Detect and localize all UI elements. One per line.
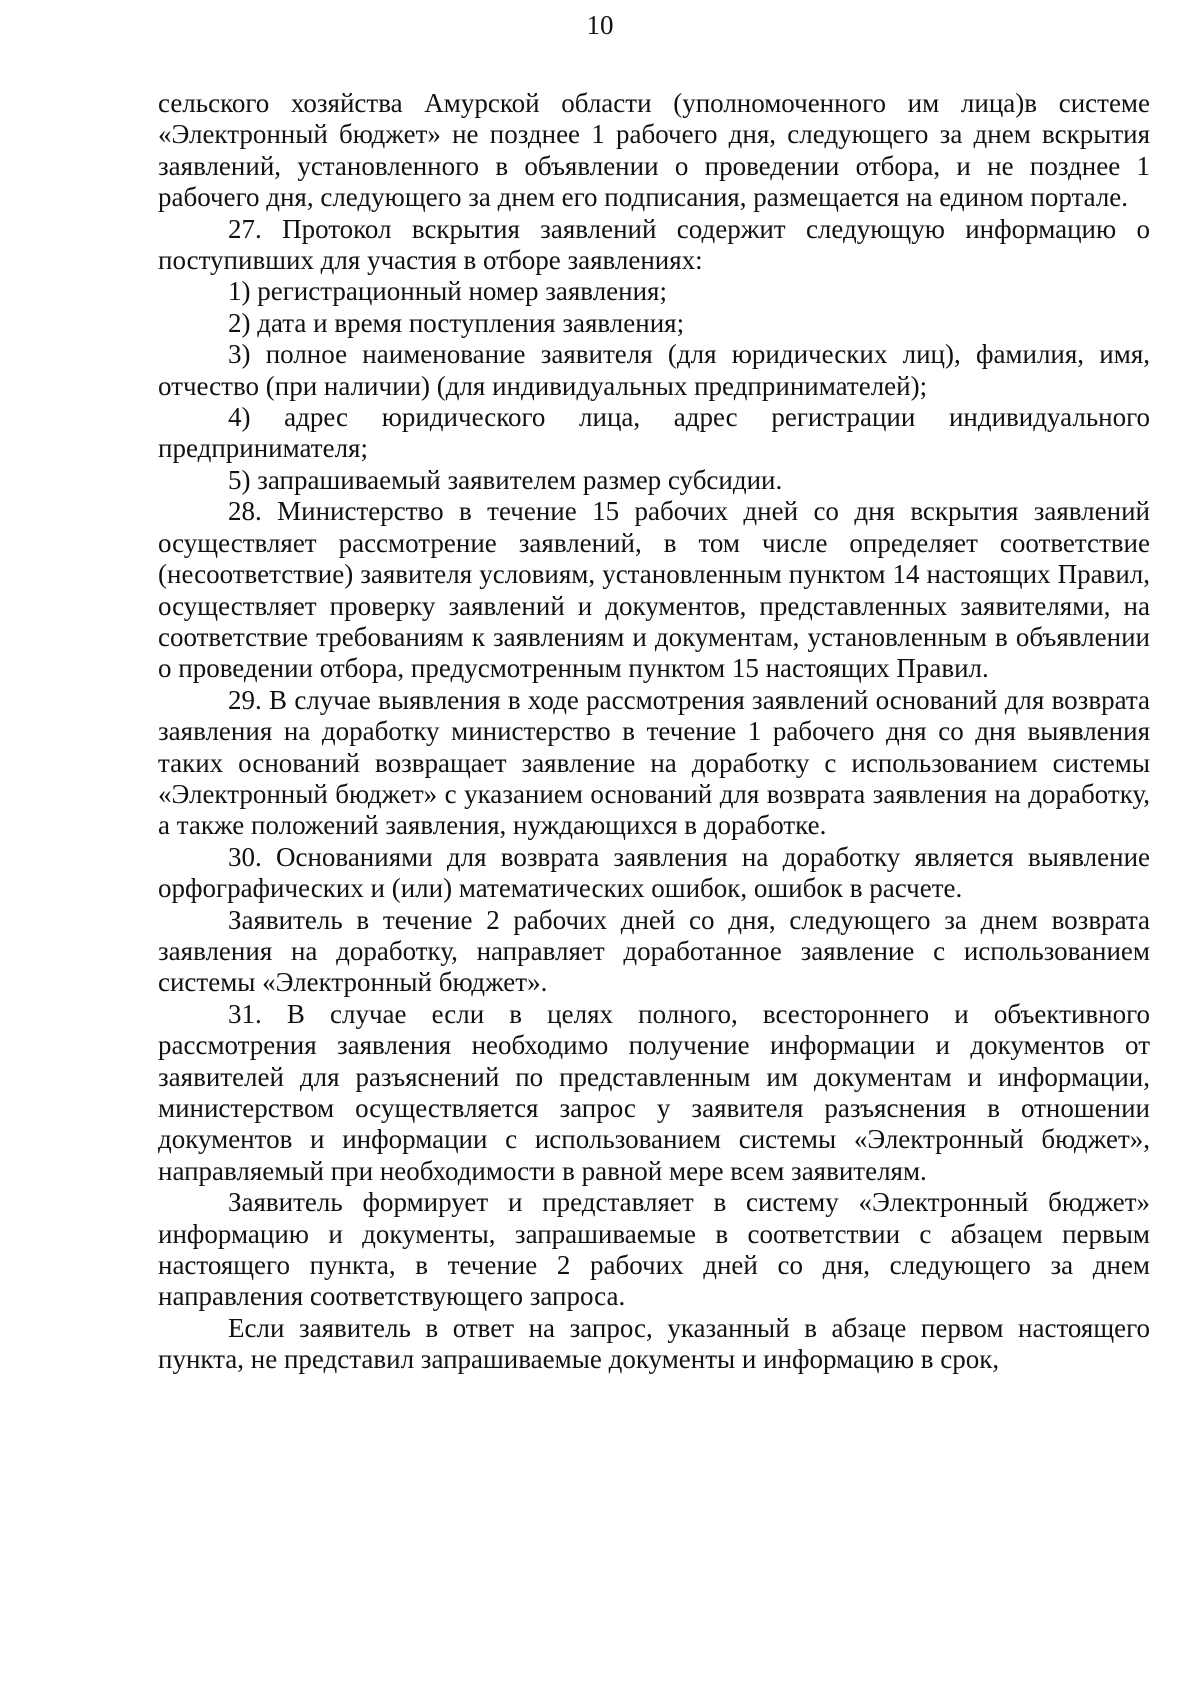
paragraph-31-second: Заявитель формирует и представляет в систему «Электронный бюджет» информацию и документы, запрашиваемые в соответствии с абзацем первым настоящего пункта, в течение 2 рабочих дней со дня, следующего за днем направления соответствующего запроса. xyxy=(158,1187,1150,1312)
list-item-3: 3) полное наименование заявителя (для юридических лиц), фамилия, имя, отчество (при наличии) (для индивидуальных предпринимателей); xyxy=(158,339,1150,401)
list-item-5: 5) запрашиваемый заявителем размер субсидии. xyxy=(228,464,783,495)
paragraph-28: 28. Министерство в течение 15 рабочих дней со дня вскрытия заявлений осуществляет рассмотрение заявлений, в том числе определяет соответствие (несоответствие) заявителя условиям, установленным пунктом 14 настоящих Правил, осуществляет проверку заявлений и документов, представленных заявителями, на соответствие требованиям к заявлениям и документам, установленным в объявлении о проведении отбора, предусмотренным пунктом 15 настоящих Правил. xyxy=(158,496,1150,684)
paragraph-30-continuation: Заявитель в течение 2 рабочих дней со дня, следующего за днем возврата заявления на доработку, направляет доработанное заявление с использованием системы «Электронный бюджет». xyxy=(158,904,1150,998)
document-body xyxy=(158,88,1150,1376)
paragraph-29: 29. В случае выявления в ходе рассмотрения заявлений оснований для возврата заявления на доработку министерство в течение 1 рабочего дня со дня выявления таких оснований возвращает заявление на доработку с использованием системы «Электронный бюджет» с указанием оснований для возврата заявления на доработку, а также положений заявления, нуждающихся в доработке. xyxy=(158,684,1150,841)
paragraph-30: 30. Основаниями для возврата заявления на доработку является выявление орфографических и (или) математических ошибок, ошибок в расчете. xyxy=(158,841,1150,904)
list-item-4: 4) адрес юридического лица, адрес регистрации индивидуального предпринимателя; xyxy=(158,402,1150,464)
paragraph-continuation: сельского хозяйства Амурской области (уполномоченного им лица)в системе «Электронный бюджет» не позднее 1 рабочего дня, следующего за днем вскрытия заявлений, установленного в объявлении о проведении отбора, и не позднее 1 рабочего дня, следующего за днем его подписания, размещается на едином портале. xyxy=(158,88,1150,213)
paragraph-31-third: Если заявитель в ответ на запрос, указанный в абзаце первом настоящего пункта, не представил запрашиваемые документы и информацию в срок, xyxy=(158,1312,1150,1375)
page-number: 10 xyxy=(586,10,614,40)
list-item-2: 2) дата и время поступления заявления; xyxy=(228,307,685,338)
paragraph-31: 31. В случае если в целях полного, всестороннего и объективного рассмотрения заявления необходимо получение информации и документов от заявителей для разъяснений по представленным им документам и информации, министерством осуществляется запрос у заявителя разъяснения в отношении документов и информации с использованием системы «Электронный бюджет», направляемый при необходимости в равной мере всем заявителям. xyxy=(158,998,1150,1186)
list-item-1: 1) регистрационный номер заявления; xyxy=(228,276,667,307)
paragraph-27: 27. Протокол вскрытия заявлений содержит следующую информацию о поступивших для участия в отборе заявлениях: xyxy=(158,213,1150,276)
